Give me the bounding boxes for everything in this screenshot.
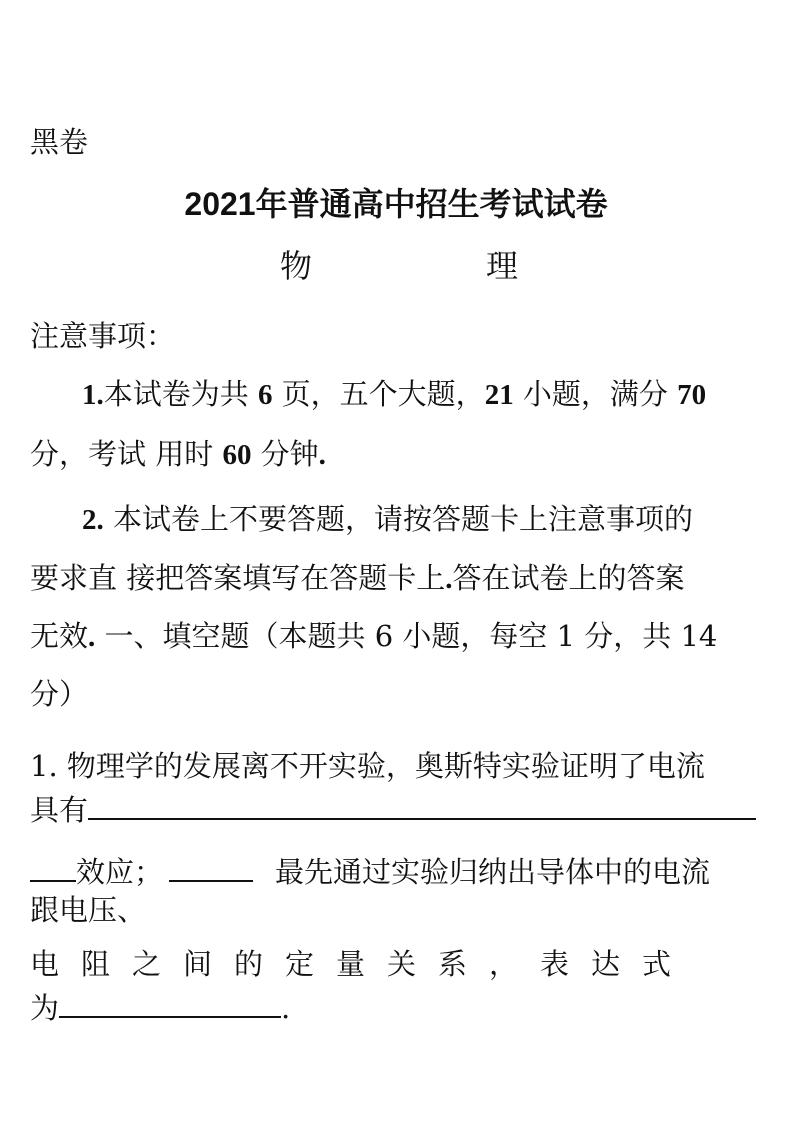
question-1-line-3: [30, 856, 710, 887]
question-1-line-2: [30, 794, 756, 825]
notice-item-1-text-e: 分钟: [251, 437, 319, 471]
subject-char-2: 理: [486, 247, 519, 285]
notice-item-1-text-b: 页，五个大题，: [272, 377, 485, 411]
notice-heading: 注意事项：: [30, 319, 176, 353]
notice-item-2-text-b: 要求直 接把答案填写在答题卡上: [30, 561, 446, 595]
total-score: 70: [677, 379, 707, 411]
exam-title: [0, 185, 792, 223]
notice-item-2-line-1: [82, 502, 693, 536]
notice-item-2-text-c: 答在试卷上的答案: [452, 561, 685, 595]
answer-blank-3[interactable]: [59, 992, 281, 1018]
question-1-prefix: 具有: [30, 793, 89, 827]
exam-year: 2021: [184, 186, 256, 222]
question-1-line-1: 1. 物理学的发展离不开实验，奥斯特实验证明了电流: [30, 749, 705, 783]
notice-item-2-number: 2.: [82, 504, 104, 536]
question-1-line-5: 电阻之间的定量关系，表达式: [30, 947, 694, 981]
notice-item-1-text-d: 分，考试 用时: [30, 437, 223, 471]
question-1-line-6: [30, 992, 290, 1023]
notice-item-1-line-2: [30, 437, 326, 471]
notice-item-2-dot: .: [445, 563, 453, 595]
answer-blank-1-continued[interactable]: [30, 856, 76, 882]
answer-blank-2[interactable]: [169, 856, 253, 882]
notice-item-2-line-2: [30, 561, 685, 595]
notice-item-2-text-a: 本试卷上不要答题，请按答题卡上注意事项的: [103, 502, 693, 536]
question-1-effect-text: 效应；: [76, 855, 164, 889]
question-1-text-continued: 最先通过实验归纳出导体中的电流: [275, 855, 711, 889]
notice-item-1-number: 1.: [82, 379, 104, 411]
question-count: 21: [484, 379, 514, 411]
notice-item-1-text-c: 小题，满分: [513, 377, 678, 411]
notice-item-2-text-d: 无效: [30, 619, 89, 653]
notice-item-1-line-1: [82, 377, 707, 411]
question-1-end: .: [281, 991, 291, 1025]
notice-item-1-end: .: [318, 439, 326, 471]
question-1-expression-prefix: 为: [30, 991, 60, 1025]
exam-minutes: 60: [222, 439, 252, 471]
notice-item-2-dot-2: .: [88, 621, 96, 653]
answer-blank-1[interactable]: [88, 794, 756, 820]
question-1-line-4: 跟电压、: [30, 893, 147, 927]
exam-title-text: 年普通高中招生考试试卷: [255, 185, 608, 223]
notice-item-2-line-3: [30, 619, 718, 653]
corner-label: 黑卷: [30, 125, 89, 159]
subject-char-1: 物: [280, 247, 313, 285]
notice-item-2-line-4: 分）: [30, 677, 89, 711]
page-count: 6: [257, 379, 273, 411]
notice-item-1-text-a: 本试卷为共: [103, 377, 258, 411]
section-1-heading: 一、填空题（本题共 6 小题，每空 1 分，共 14: [95, 619, 718, 653]
